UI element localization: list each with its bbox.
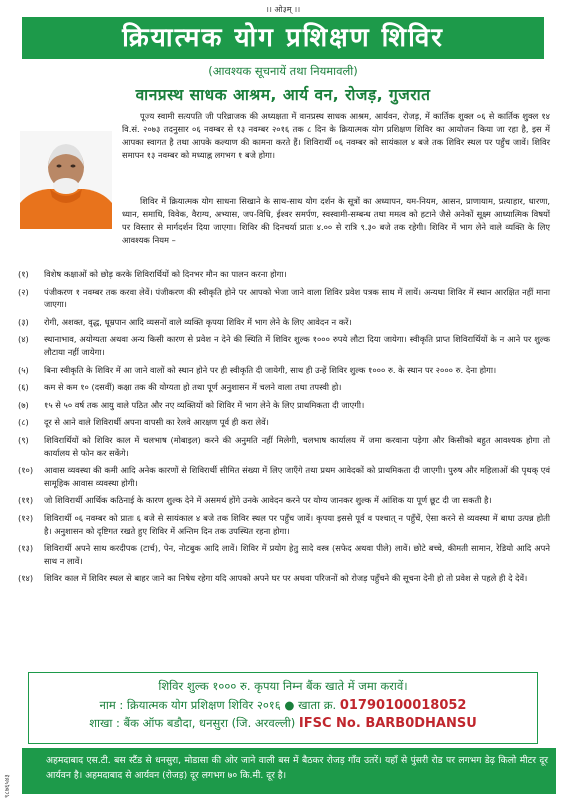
rule-number: (८) [18, 417, 29, 428]
subtitle: (आवश्यक सूचनायें तथा नियमावली) [208, 64, 358, 78]
rule-item [18, 572, 550, 585]
rule-text: दूर से आने वाले शिविरार्थी अपना वापसी का रेलवे आरक्षण पूर्व ही करा लेवें। [44, 417, 269, 428]
branch-name: शाखा : बैंक ऑफ बडौदा, धनसुरा (जि. अरवल्ली) [89, 716, 296, 730]
rule-item [18, 268, 550, 281]
rule-item [18, 333, 550, 358]
rule-item [18, 464, 550, 489]
rules-list [18, 268, 550, 590]
bank-details-box [28, 672, 538, 744]
side-code: ९८७६५४३ [3, 774, 11, 798]
bullet-dot: ● [284, 698, 295, 712]
rule-number: (२) [18, 286, 29, 297]
rule-number: (११) [18, 495, 34, 506]
venue-heading: वानप्रस्थ साधक आश्रम, आर्य वन, रोजड़, गुजरात [135, 86, 431, 104]
rule-text: १५ से ५० वर्ष तक आयु वाले पठित और नए व्यक्तियों को शिविर में भाग लेने के लिए प्राथमिकता दी जाएगी। [44, 399, 365, 410]
account-name: नाम : क्रियात्मक योग प्रशिक्षण शिविर २०१६ [99, 698, 281, 712]
rule-item [18, 364, 550, 377]
rule-item [18, 512, 550, 537]
rule-text: जो शिविरार्थी आर्थिक कठिनाई के कारण शुल्क देने में असमर्थ होंगे उनके आवेदन करने पर योग्य जानकर शुल्क में आंशिक या पूर्ण छूट दी जा सकती है। [44, 495, 492, 506]
intro-text-2: शिविर में क्रियात्मक योग साधना सिखाने के साथ-साथ योग दर्शन के सूत्रों का अध्यापन, यम-नियम, आसन, प्राणायाम, प्रत्याहार, धारणा, ध्यान, समाधि, विवेक, वैराग्य, अभ्यास, जप-विधि, ईश्वर समर्पण, स्वस्वामी-सम्बन्ध तथा ममत्व को हटाने जैसे अनेकों सूक्ष्म आध्यात्मिक विषयों पर विस्तार से मार्गदर्शन दिया जाएगा। शिविर की दिनचर्या प्रातः ४.०० से रात्रि ९.३० बजे तक रहेगी। शिविर में भाग लेने वाले व्यक्ति के लिए आवश्यक नियम – [122, 196, 550, 246]
rule-text: शिविरार्थी अपने साथ करदीपक (टार्च), पेन, नोटबुक आदि लावें। शिविर में प्रयोग हेतु सादे वस्त्र (सफेद अथवा पीले) लावें। छोटे बच्चे, कीमती सामान, रेडियो आदि अपने साथ न लावें। [44, 543, 550, 566]
rule-item [18, 494, 550, 507]
rule-text: कम से कम १० (दसवीं) कक्षा तक की योग्यता हो तथा पूर्ण अनुशासन में चलने वाला तथा तपस्वी हो। [44, 382, 342, 393]
rule-item [18, 434, 550, 459]
account-number: 01790100018052 [339, 698, 467, 713]
account-label: खाता क्र. [298, 698, 337, 712]
rule-number: (३) [18, 316, 29, 327]
rule-text: रोगी, अशक्त, वृद्ध, धूम्रपान आदि व्यसनों वाले व्यक्ति कृपया शिविर में भाग लेने के लिए आवेदन न करें। [44, 316, 352, 327]
swami-portrait-image [20, 131, 112, 229]
rule-number: (१०) [18, 465, 34, 476]
rule-text: आवास व्यवस्था की कमी आदि अनेक कारणों से शिविरार्थी सीमित संख्या में लिए जाएँगे तथा प्रथम आवेदकों को प्राथमिकता दी जाएगी। पुरुष और महिलाओं की पृथक् एवं सामूहिक आवास व्यवस्था होगी। [44, 465, 550, 488]
rule-number: (१४) [18, 573, 34, 584]
rule-number: (१२) [18, 512, 34, 523]
om-heading: ।। ओ३म् ।। [265, 5, 301, 14]
rule-number: (४) [18, 334, 29, 345]
directions-footer: अहमदाबाद एस.टी. बस स्टैंड से धनसुरा, मोडासा की ओर जाने वाली बस में बैठकर रोजड़ गाँव उतरें। यहाँ से पुंसरी रोड पर लगभग डेढ़ किलो मीटर दूर आर्यवन है। अहमदाबाद से आर्यवन (रोजड़) दूर लगभग ७० कि.मी. दूर है। [22, 748, 556, 794]
rule-item [18, 381, 550, 394]
rule-number: (१३) [18, 543, 34, 554]
rule-number: (९) [18, 434, 29, 445]
rule-text: शिविर काल में शिविर स्थल से बाहर जाने का निषेध रहेगा यदि आपको अपने घर पर अथवा परिजनों को रोजड़ पहुँचने की सूचना देनी हो तो प्रवेश से पहले ही दे देवें। [44, 573, 528, 584]
rule-number: (७) [18, 399, 29, 410]
rule-item [18, 542, 550, 567]
rule-item [18, 399, 550, 412]
rule-number: (६) [18, 382, 29, 393]
rule-text: शिविरार्थियों को शिविर काल में चलभाष (मोबाइल) करने की अनुमति नहीं मिलेगी, चलभाष कार्यालय में जमा करवाना पड़ेगा और किसीको बहुत आवश्यक होगा तो कार्यालय से फोन कर सकेंगे। [44, 434, 550, 458]
branch-line [29, 716, 537, 731]
rule-text: विशेष कक्षाओं को छोड़ करके शिविरार्थियों को दिनभर मौन का पालन करना होगा। [44, 269, 287, 279]
title-banner: क्रियात्मक योग प्रशिक्षण शिविर [22, 17, 544, 59]
rule-text: बिना स्वीकृति के शिविर में आ जाने वालों को स्थान होने पर ही स्वीकृति दी जायेगी, साथ ही उन्हें शिविर शुल्क १००० रु. के स्थान पर २००० रु. देना होगा। [44, 364, 497, 375]
rule-number: (५) [18, 364, 29, 375]
rule-number: (१) [18, 269, 29, 279]
rule-item [18, 416, 550, 429]
intro-text-1: पूज्य स्वामी सत्यपति जी परिव्राजक की अध्यक्षता में वानप्रस्थ साधक आश्रम, आर्यवन, रोजड़, में कार्तिक शुक्ल ०६ से कार्तिक शुक्ल १४ वि.सं. २०७३ तदनुसार ०६ नवम्बर से १३ नवम्बर २०१६ तक ८ दिन के क्रियात्मक योग प्रशिक्षण शिविर का आयोजन किया जा रहा है, इस में आपका स्वागत है तथा आपके कल्याण की कामना करते हैं। शिविरार्थी ०६ नवम्बर को सायंकाल ४ बजे तक शिविर स्थल पर पहुँच जावें। शिविर समापन १३ नवम्बर को मध्याह्न लगभग १ बजे होगा। [122, 111, 550, 161]
rule-text: शिविरार्थी ०६ नवम्बर को प्रातः ६ बजे से सायंकाल ४ बजे तक शिविर स्थल पर पहुँच जावें। कृपया इससे पूर्व व पश्चात् न पहुँचें, ऐसा करने से व्यवस्था में बाधा उत्पन्न होती है। अनुशासन को दृष्टिगत रखते हुए शिविर में अन्तिम दिन तक उपस्थित रहना होगा। [44, 512, 550, 536]
ifsc-code: IFSC No. BARB0DHANSU [298, 716, 477, 731]
account-line [29, 698, 537, 713]
fee-line: शिविर शुल्क १००० रु. कृपया निम्न बैंक खाते में जमा करावें। [158, 679, 408, 693]
intro-paragraph-1 [122, 110, 550, 162]
rule-text: स्थानाभाव, अयोग्यता अथवा अन्य किसी कारण से प्रवेश न देने की स्थिति में शिविर शुल्क १००० रुपये लौटा दिया जायेगा। स्वीकृति प्राप्त शिविरार्थियों के न आने पर शुल्क लौटाया नहीं जायेगा। [44, 334, 550, 357]
rule-item [18, 286, 550, 311]
rule-item [18, 316, 550, 329]
rule-text: पंजीकरण १ नवम्बर तक करवा लेवें। पंजीकरण की स्वीकृति होने पर आपको भेजा जाने वाला शिविर प्रवेश पत्रक साथ में लायें। अन्यथा शिविर में स्थान आरक्षित नहीं माना जाएगा। [44, 286, 550, 310]
swami-photo [20, 131, 112, 229]
